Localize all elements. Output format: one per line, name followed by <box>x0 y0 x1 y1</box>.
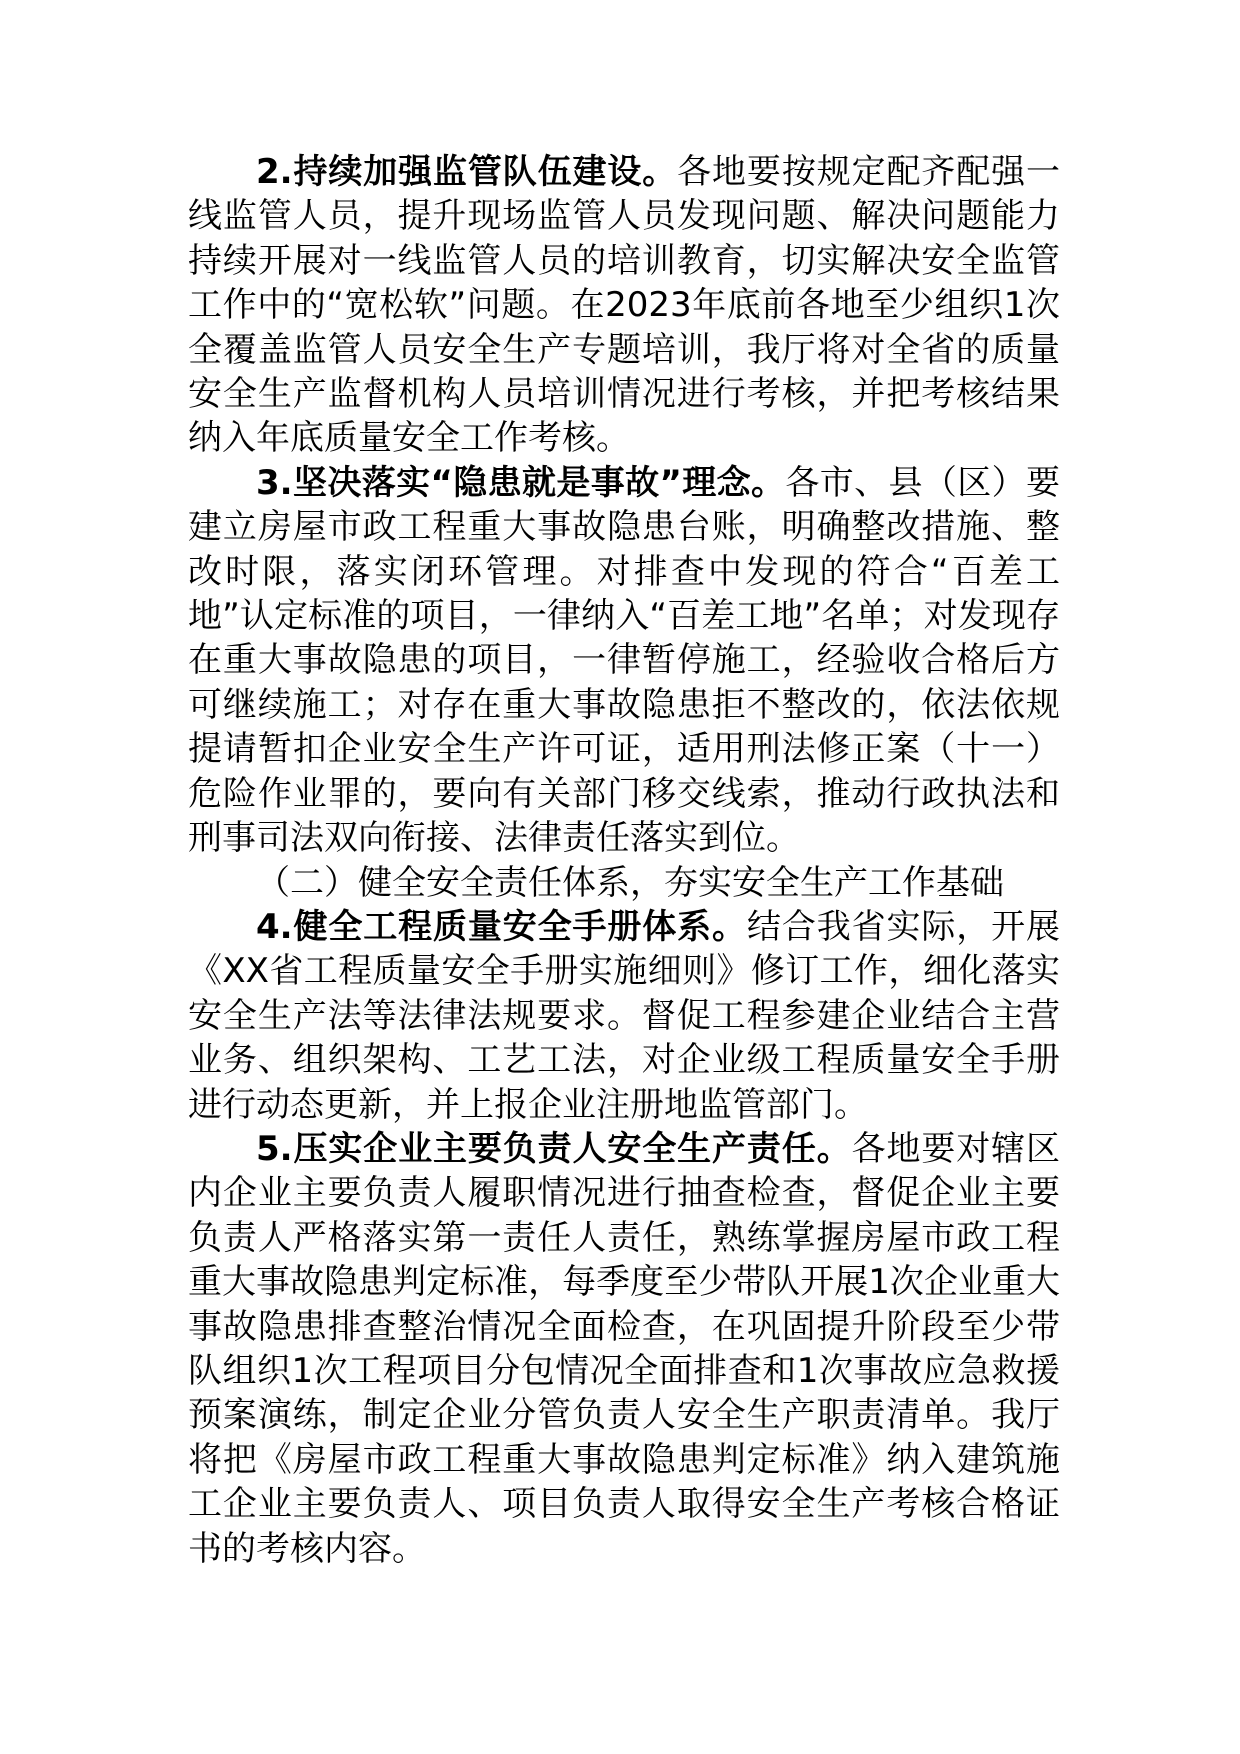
paragraph-supervision-team <box>188 150 1060 461</box>
paragraph-hazard-concept <box>188 461 1060 861</box>
section-heading: （二）健全安全责任体系，夯实安全生产工作基础 <box>256 862 1004 903</box>
paragraph-text: 各市、县（区）要建立房屋市政工程重大事故隐患台账，明确整改措施、整改时限，落实闭环管理。对排查中发现的符合“百差工地”认定标准的项目，一律纳入“百差工地”名单；对发现存在重大事故隐患的项目，一律暂停施工，经验收合格后方可继续施工；对存在重大事故隐患拒不整改的，依法依规提请暂扣企业安全生产许可证，适用刑法修正案（十一）危险作业罪的，要向有关部门移交线索，推动行政执法和刑事司法双向衔接、法律责任落实到位。 <box>188 462 1061 859</box>
paragraph-title: 4.健全工程质量安全手册体系。 <box>256 906 747 947</box>
paragraph-text: 结合我省实际，开展《XX省工程质量安全手册实施细则》修订工作，细化落实安全生产法等法律法规要求。督促工程参建企业结合主营业务、组织架构、工艺工法，对企业级工程质量安全手册进行动态更新，并上报企业注册地监管部门。 <box>188 906 1060 1125</box>
paragraph-safety-manual <box>188 905 1060 1127</box>
paragraph-title: 2.持续加强监管队伍建设。 <box>256 152 678 192</box>
paragraph-text: 各地要对辖区内企业主要负责人履职情况进行抽查检查，督促企业主要负责人严格落实第一责任人责任，熟练掌握房屋市政工程重大事故隐患判定标准，每季度至少带队开展1次企业重大事故隐患排查整治情况全面检查，在巩固提升阶段至少带队组织1次工程项目分包情况全面排查和1次事故应急救援预案演练，制定企业分管负责人安全生产职责清单。我厅将把《房屋市政工程重大事故隐患判定标准》纳入建筑施工企业主要负责人、项目负责人取得安全生产考核合格证书的考核内容。 <box>188 1128 1061 1569</box>
paragraph-title: 3.坚决落实“隐患就是事故”理念。 <box>256 462 786 503</box>
paragraph-title: 5.压实企业主要负责人安全生产责任。 <box>256 1128 852 1169</box>
paragraph-text: 各地要按规定配齐配强一线监管人员，提升现场监管人员发现问题、解决问题能力持续开展对一线监管人员的培训教育，切实解决安全监管工作中的“宽松软”问题。在2023年底前各地至少组织1次全覆盖监管人员安全生产专题培训，我厅将对全省的质量安全生产监督机构人员培训情况进行考核，并把考核结果纳入年底质量安全工作考核。 <box>188 152 1060 459</box>
paragraph-leader-responsibility <box>188 1127 1060 1571</box>
document-body <box>188 150 1060 1571</box>
